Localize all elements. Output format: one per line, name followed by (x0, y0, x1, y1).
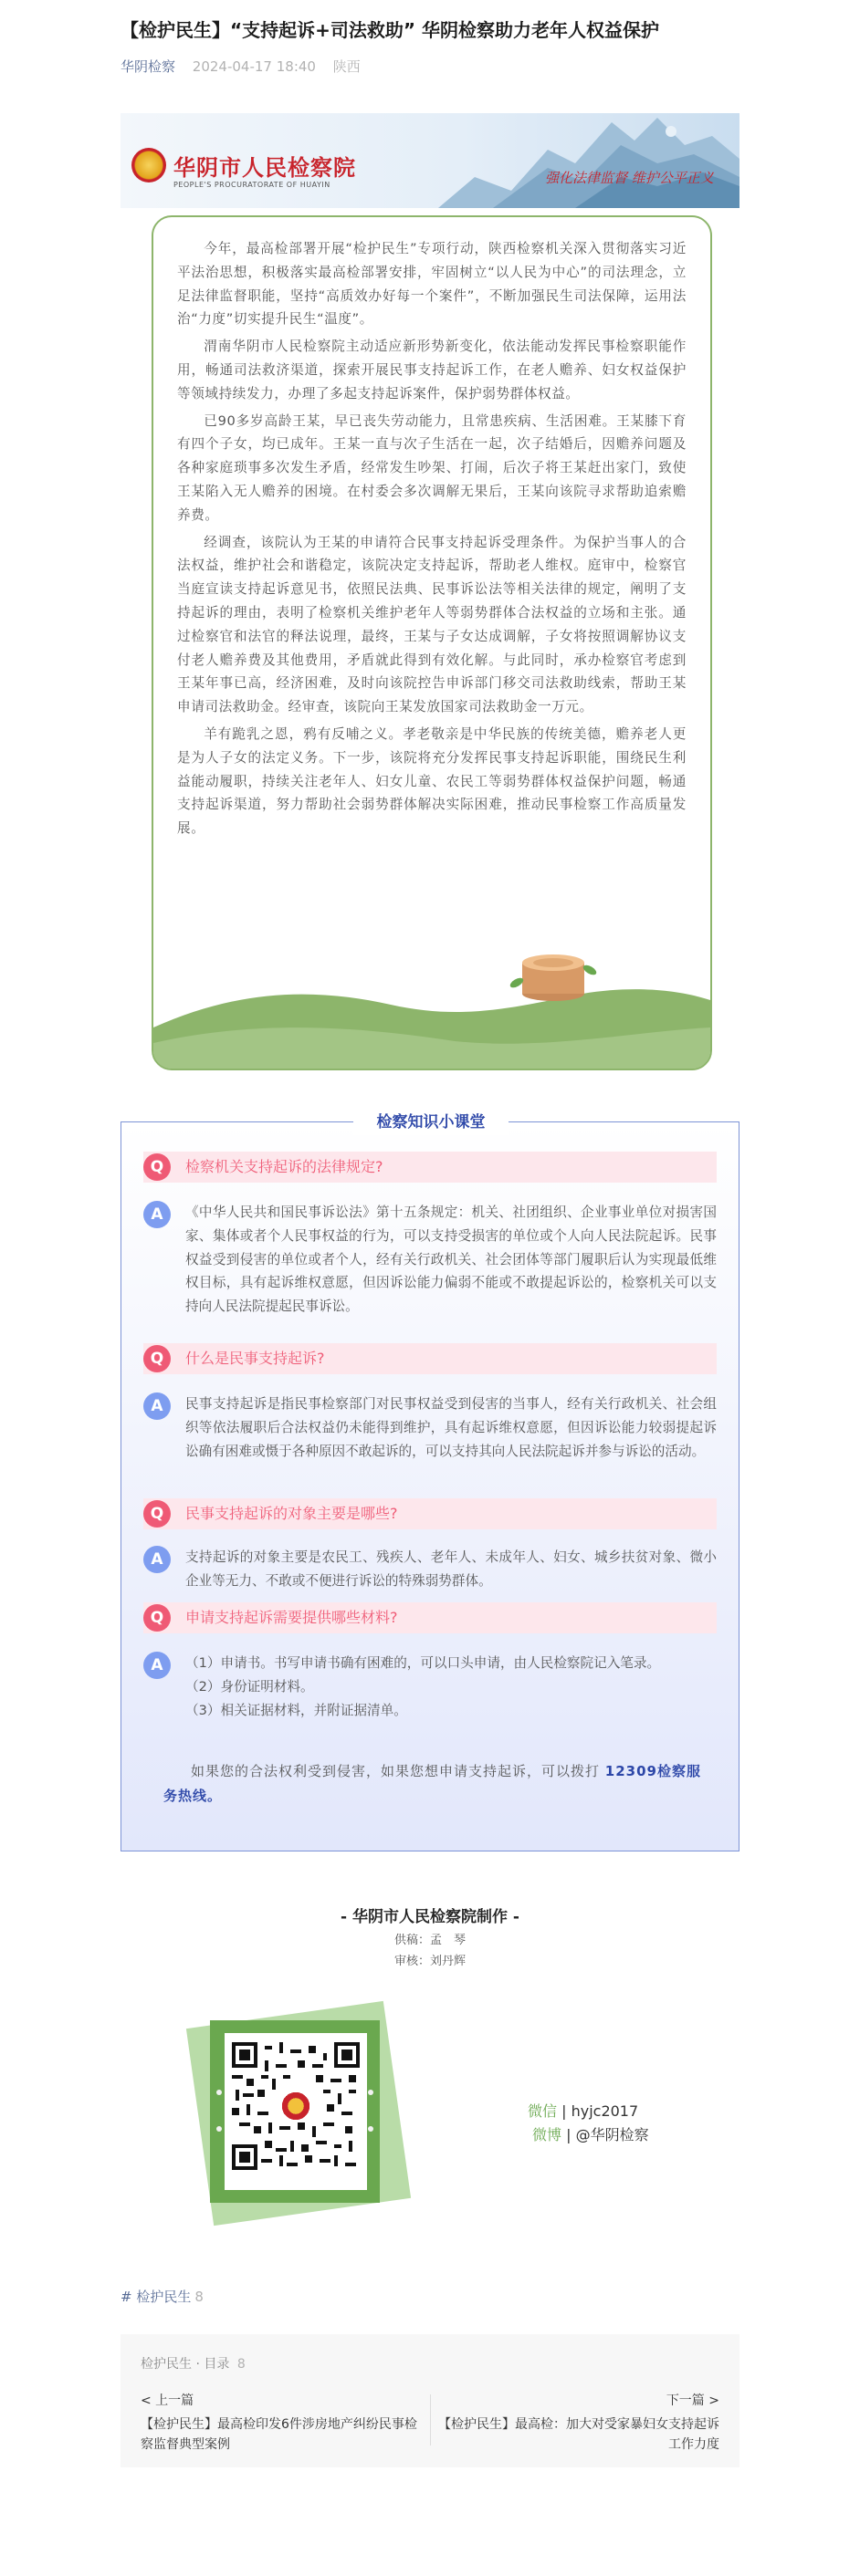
procuratorate-emblem-icon (131, 148, 166, 183)
weibo-id: @华阴检察 (575, 2126, 649, 2143)
separator: | (566, 2126, 572, 2143)
answer-line: （1）申请书。书写申请书确有困难的，可以口头申请，由人民检察院记入笔录。 (185, 1655, 661, 1671)
qa-section-title: 检察知识小课堂 (353, 1111, 509, 1135)
answer-line: （3）相关证据材料，并附证据清单。 (185, 1702, 407, 1718)
topic-tag-count: 8 (194, 2289, 204, 2305)
story-paragraph: 已90多岁高龄王某，早已丧失劳动能力，且常患疾病、生活困难。王某膝下育有四个子女，均已成年。王某一直与次子生活在一起，次子结婚后，因赡养问题及各种家庭琐事多次发生矛盾，经常发生吵架、打闹，后次子将王某赶出家门，致使王某陷入无人赡养的困境。在村委会多次调解无果后，王某向该院寻求帮助追索赡养费。 (177, 412, 687, 523)
article-meta (121, 57, 361, 76)
prev-article-link[interactable] (141, 2391, 424, 2455)
answer-text (185, 1201, 717, 1319)
next-label: 下一篇 > (666, 2393, 719, 2408)
story-paragraph: 经调查，该院认为王某的申请符合民事支持起诉受理条件。为保护当事人的合法权益，维护社会和谐稳定，该院决定支持起诉，帮助老人维权。庭审中，检察官当庭宣读支持起诉意见书，依照民法典、民事诉讼法等相关法律的规定，阐明了支持起诉的理由，表明了检察机关维护老年人等弱势群体合法权益的立场和主张。通过检察官和法官的释法说理，最终，王某与子女达成调解，子女将按照调解协议支付老人赡养费及其他费用，矛盾就此得到有效化解。与此同时，承办检察官考虑到王某年事已高，经济困难，及时向该院控告申诉部门移交司法救助线索，帮助王某申请司法救助金。经审查，该院向王某发放国家司法救助金一万元。 (177, 534, 687, 715)
answer-icon: A (143, 1201, 171, 1228)
question-icon: Q (143, 1604, 171, 1632)
question-text: 什么是民事支持起诉? (185, 1350, 325, 1367)
wechat-id: hyjc2017 (571, 2102, 639, 2120)
mountain-illustration (438, 113, 739, 208)
frame-dot (368, 2090, 373, 2095)
prev-title[interactable]: 【检护民生】最高检印发6件涉房地产纠纷民事检察监督典型案例 (141, 2417, 417, 2452)
question-row (143, 1343, 717, 1374)
publish-location: 陕西 (332, 58, 361, 75)
answer-line: 《中华人民共和国民事诉讼法》第十五条规定：机关、社团组织、企业事业单位对损害国家、集体或者个人民事权益的行为，可以支持受损害的单位或个人向人民法院起诉。民事权益受到侵害的单位或者个人，经有关行政机关、社会团体等部门履职后认为实现最低维权目标，具有起诉维权意愿，但因诉讼能力偏弱不能或不敢提起诉讼的，检察机关可以支持向人民法院提起民事诉讼。 (185, 1205, 717, 1315)
header-banner (121, 113, 739, 208)
story-paragraph: 今年，最高检部署开展“检护民生”专项行动，陕西检察机关深入贯彻落实习近平法治思想，积极落实最高检部署安排，牢固树立“以人民为中心”的司法理念，立足法律监督职能，坚持“高质效办好每一个案件”，不断加强民生司法保障，运用法治“力度”切实提升民生“温度”。 (177, 241, 687, 328)
frame-dot (368, 2126, 373, 2132)
question-row (143, 1602, 717, 1633)
frame-dot (216, 2090, 222, 2095)
wechat-line (528, 2100, 638, 2121)
question-text: 申请支持起诉需要提供哪些材料? (185, 1609, 398, 1626)
answer-text (185, 1392, 717, 1463)
banner-slogan: 强化法律监督 维护公平正义 (545, 170, 714, 186)
publish-date: 2024-04-17 18:40 (192, 58, 316, 75)
album-navigation (121, 2334, 739, 2467)
topic-tag-label[interactable]: # 检护民生 (121, 2289, 192, 2305)
banner-org-name: 华阴市人民检察院 (173, 154, 356, 181)
story-paragraph: 羊有跪乳之恩，鸦有反哺之义。孝老敬亲是中华民族的传统美德，赡养老人更是为人子女的法定义务。下一步，该院将充分发挥民事支持起诉职能，围绕民生利益能动履职，持续关注老年人、妇女儿童、农民工等弱势群体权益保护问题，畅通支持起诉渠道，努力帮助社会弱势群体解决实际困难，推动民事检察工作高质量发展。 (177, 725, 687, 837)
album-name[interactable]: 检护民生 · 目录 (141, 2357, 230, 2372)
wechat-label: 微信 (528, 2102, 558, 2120)
nav-divider (430, 2394, 431, 2446)
closing-text: 如果您的合法权利受到侵害，如果您想申请支持起诉，可以拨打 (191, 1763, 601, 1779)
wechat-qr-code[interactable] (232, 2042, 360, 2170)
next-article-link[interactable] (436, 2391, 719, 2455)
question-row (143, 1152, 717, 1183)
separator: | (561, 2102, 567, 2120)
question-text: 民事支持起诉的对象主要是哪些? (185, 1505, 398, 1522)
editor-credit: 供稿：孟 琴 (393, 1934, 466, 1947)
hill-stump-illustration (153, 941, 710, 1069)
answer-line: 民事支持起诉是指民事检察部门对民事权益受到侵害的当事人，经有关行政机关、社会组织等依法履职后合法权益仍未能得到维护，具有起诉维权意愿，但因诉讼能力较弱提起诉讼确有困难或慑于各种原因不敢起诉的，可以支持其向人民法院起诉并参与诉讼的活动。 (185, 1396, 717, 1459)
question-icon: Q (143, 1153, 171, 1181)
answer-text (185, 1546, 717, 1593)
answer-icon: A (143, 1546, 171, 1573)
producer-credit: - 华阴市人民检察院制作 - (341, 1908, 519, 1926)
answer-text (185, 1652, 717, 1722)
article-title: 【检护民生】“支持起诉+司法救助” 华阴检察助力老年人权益保护 (121, 19, 660, 41)
banner-org-name-en: PEOPLE'S PROCURATORATE OF HUAYIN (173, 181, 330, 189)
answer-icon: A (143, 1392, 171, 1420)
reviewer-credit: 审核：刘丹辉 (393, 1955, 466, 1968)
topic-tag[interactable] (121, 2287, 204, 2306)
weibo-label: 微博 (532, 2126, 562, 2143)
story-card (152, 215, 712, 1070)
answer-line: （2）身份证明材料。 (185, 1678, 314, 1695)
knowledge-qa-section (121, 1113, 739, 1851)
story-paragraph: 渭南华阴市人民检察院主动适应新形势新变化，依法能动发挥民事检察职能作用，畅通司法救济渠道，探索开展民事支持起诉工作，在老人赡养、妇女权益保护等领域持续发力，办理了多起支持起诉案件，保护弱势群体权益。 (177, 339, 687, 402)
question-row (143, 1498, 717, 1529)
frame-dot (216, 2126, 222, 2132)
weibo-line (532, 2123, 649, 2144)
hotline-text: 12309检察服务热线。 (163, 1763, 701, 1804)
answer-icon: A (143, 1652, 171, 1679)
album-count: 8 (236, 2357, 246, 2372)
account-link[interactable]: 华阴检察 (121, 58, 176, 75)
next-title[interactable]: 【检护民生】最高检：加大对受家暴妇女支持起诉工作力度 (438, 2417, 719, 2452)
question-icon: Q (143, 1500, 171, 1528)
closing-note (163, 1759, 702, 1809)
answer-line: 支持起诉的对象主要是农民工、残疾人、老年人、未成年人、妇女、城乡扶贫对象、微小企业等无力、不敢或不便进行诉讼的特殊弱势群体。 (185, 1549, 717, 1589)
prev-label: < 上一篇 (141, 2393, 194, 2408)
question-text: 检察机关支持起诉的法律规定? (185, 1158, 383, 1175)
album-header[interactable] (141, 2354, 246, 2373)
question-icon: Q (143, 1345, 171, 1372)
